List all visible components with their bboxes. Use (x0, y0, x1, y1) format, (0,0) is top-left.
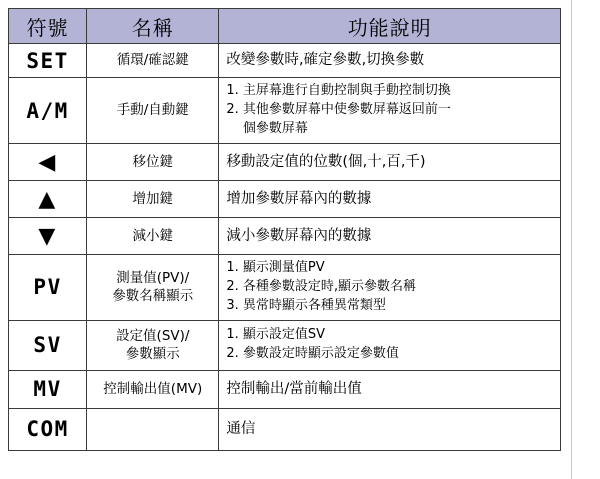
name-cell-set (87, 44, 219, 78)
description-line: 控制輸出/當前輸出值 (226, 380, 362, 397)
name-line: 移位鍵 (132, 153, 173, 170)
key-function-table (8, 8, 561, 451)
name-cell-mv (87, 370, 219, 408)
description-line: 2. 各種參數設定時‚顯示參數名稱 (226, 278, 417, 294)
description-cell-com (219, 408, 561, 450)
name-line: 設定值(SV)/ (116, 327, 190, 344)
column-header-name: 名稱 (87, 9, 219, 44)
description-cell-shift (219, 144, 561, 181)
column-header-symbol: 符號 (9, 9, 87, 44)
symbol-cell-pv: PV (9, 255, 87, 321)
name-cell-shift (87, 144, 219, 181)
name-line: 循環/確認鍵 (116, 52, 189, 69)
up-arrow-icon: ▲ (38, 187, 57, 212)
name-cell-increase (87, 181, 219, 218)
symbol-cell-am: A/M (9, 78, 87, 144)
symbol-cell-shift (9, 144, 87, 181)
description-cell-am (219, 78, 561, 144)
symbol-cell-sv: SV (9, 320, 87, 370)
table-row (9, 218, 561, 255)
table-row (9, 255, 561, 321)
name-line: 參數顯示 (125, 346, 180, 363)
column-header-description: 功能說明 (219, 9, 561, 44)
description-cell-mv (219, 370, 561, 408)
description-line: 移動設定值的位數(個‚十‚百‚千) (226, 153, 426, 170)
name-cell-am (87, 78, 219, 144)
description-line: 通信 (226, 420, 256, 437)
down-arrow-icon: ▼ (38, 224, 57, 249)
description-cell-increase (219, 181, 561, 218)
symbol-cell-increase (9, 181, 87, 218)
description-line: 增加參數屏幕內的數據 (226, 190, 372, 207)
page-divider (571, 0, 572, 479)
table-header-row (9, 9, 561, 44)
table-row (9, 370, 561, 408)
name-line: 控制輸出值(MV) (103, 380, 203, 397)
name-line: 減小鍵 (132, 227, 173, 244)
table-row (9, 44, 561, 78)
name-cell-sv (87, 320, 219, 370)
name-cell-pv (87, 255, 219, 321)
description-cell-sv (219, 320, 561, 370)
left-arrow-icon: ◀ (38, 150, 57, 175)
symbol-cell-com: COM (9, 408, 87, 450)
description-line: 2. 其他參數屏幕中使參數屏幕返回前一 (226, 102, 451, 118)
description-line: 2. 參數設定時顯示設定參數值 (226, 346, 399, 362)
name-line: 手動/自動鍵 (116, 102, 189, 119)
name-cell-decrease (87, 218, 219, 255)
table-row (9, 408, 561, 450)
description-cell-pv (219, 255, 561, 321)
description-line: 1. 主屏幕進行自動控制與手動控制切換 (226, 83, 451, 99)
description-line: 改變參數時‚確定參數‚切換參數 (226, 52, 425, 69)
description-line: 個參數屏幕 (226, 120, 308, 136)
table-header (9, 9, 561, 44)
table-row (9, 320, 561, 370)
description-line: 減小參數屏幕內的數據 (226, 227, 372, 244)
name-cell-com (87, 408, 219, 450)
name-line: 測量值(PV)/ (116, 270, 190, 287)
table-row (9, 144, 561, 181)
name-line: 參數名稱顯示 (112, 288, 194, 305)
description-line: 1. 顯示設定值SV (226, 327, 326, 343)
symbol-cell-set: SET (9, 44, 87, 78)
symbol-cell-mv: MV (9, 370, 87, 408)
description-cell-decrease (219, 218, 561, 255)
table-row (9, 78, 561, 144)
table-body (9, 44, 561, 451)
name-line: 增加鍵 (132, 190, 173, 207)
description-cell-set (219, 44, 561, 78)
symbol-cell-decrease (9, 218, 87, 255)
table-row (9, 181, 561, 218)
description-line: 3. 異常時顯示各種異常類型 (226, 297, 386, 313)
description-line: 1. 顯示測量值PV (226, 260, 325, 275)
